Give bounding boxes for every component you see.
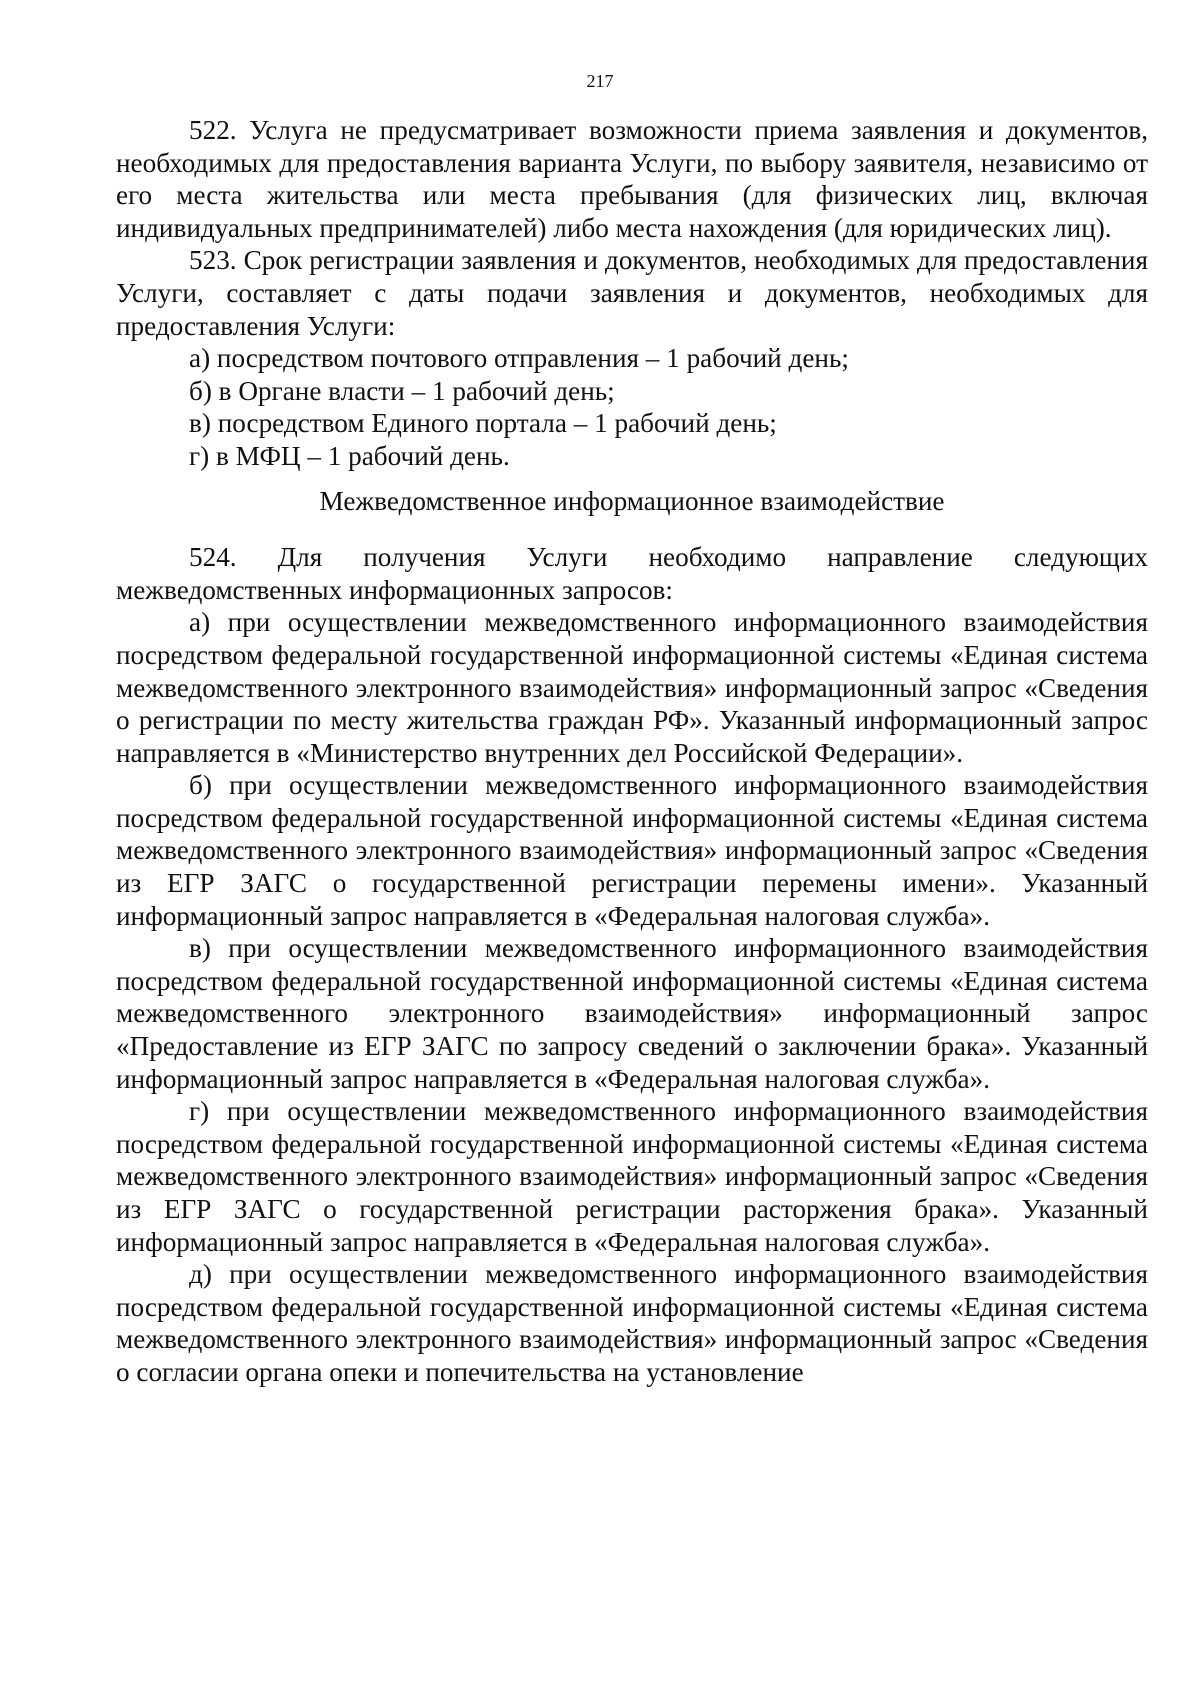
list-item-524-g: г) при осуществлении межведомственного информационного взаимодействия посредством федеральной государственной информационной системы «Единая система межведомственного электронного взаимодействия» информационный запрос «Сведения из ЕГР ЗАГС о государственной регистрации расторжения брака». Указанный информационный запрос направляется в «Федеральная налоговая служба».: [116, 1096, 1148, 1257]
list-item-524-v: в) при осуществлении межведомственного информационного взаимодействия посредством федеральной государственной информационной системы «Единая система межведомственного электронного взаимодействия» информационный запрос «Предоставление из ЕГР ЗАГС по запросу сведений о заключении брака». Указанный информационный запрос направляется в «Федеральная налоговая служба».: [116, 933, 1148, 1094]
list-item-523-a: а) посредством почтового отправления – 1 рабочий день;: [189, 343, 849, 374]
list-item-524-a: а) при осуществлении межведомственного информационного взаимодействия посредством федеральной государственной информационной системы «Единая система межведомственного электронного взаимодействия» информационный запрос «Сведения о регистрации по месту жительства граждан РФ». Указанный информационный запрос направляется в «Министерство внутренних дел Российской Федерации».: [116, 607, 1148, 768]
paragraph-524: 524. Для получения Услуги необходимо направление следующих межведомственных информационных запросов:: [116, 542, 1148, 605]
list-item-524-d: д) при осуществлении межведомственного информационного взаимодействия посредством федеральной государственной информационной системы «Единая система межведомственного электронного взаимодействия» информационный запрос «Сведения о согласии органа опеки и попечительства на установление: [116, 1259, 1148, 1387]
list-item-523-v: в) посредством Единого портала – 1 рабочий день;: [189, 408, 777, 439]
document-body: [116, 114, 1148, 1389]
paragraph-523: 523. Срок регистрации заявления и документов, необходимых для предоставления Услуги, составляет с даты подачи заявления и документов, необходимых для предоставления Услуги:: [116, 245, 1148, 341]
section-heading: Межведомственное информационное взаимодействие: [319, 485, 945, 516]
paragraph-522: 522. Услуга не предусматривает возможности приема заявления и документов, необходимых для предоставления варианта Услуги, по выбору заявителя, независимо от его места жительства или места пребывания (для физических лиц, включая индивидуальных предпринимателей) либо места нахождения (для юридических лиц).: [116, 115, 1148, 243]
list-item-523-b: б) в Органе власти – 1 рабочий день;: [189, 375, 615, 406]
list-item-524-b: б) при осуществлении межведомственного информационного взаимодействия посредством федеральной государственной информационной системы «Единая система межведомственного электронного взаимодействия» информационный запрос «Сведения из ЕГР ЗАГС о государственной регистрации перемены имени». Указанный информационный запрос направляется в «Федеральная налоговая служба».: [116, 770, 1148, 931]
page-number: 217: [586, 71, 614, 91]
list-item-523-g: г) в МФЦ – 1 рабочий день.: [189, 440, 510, 471]
